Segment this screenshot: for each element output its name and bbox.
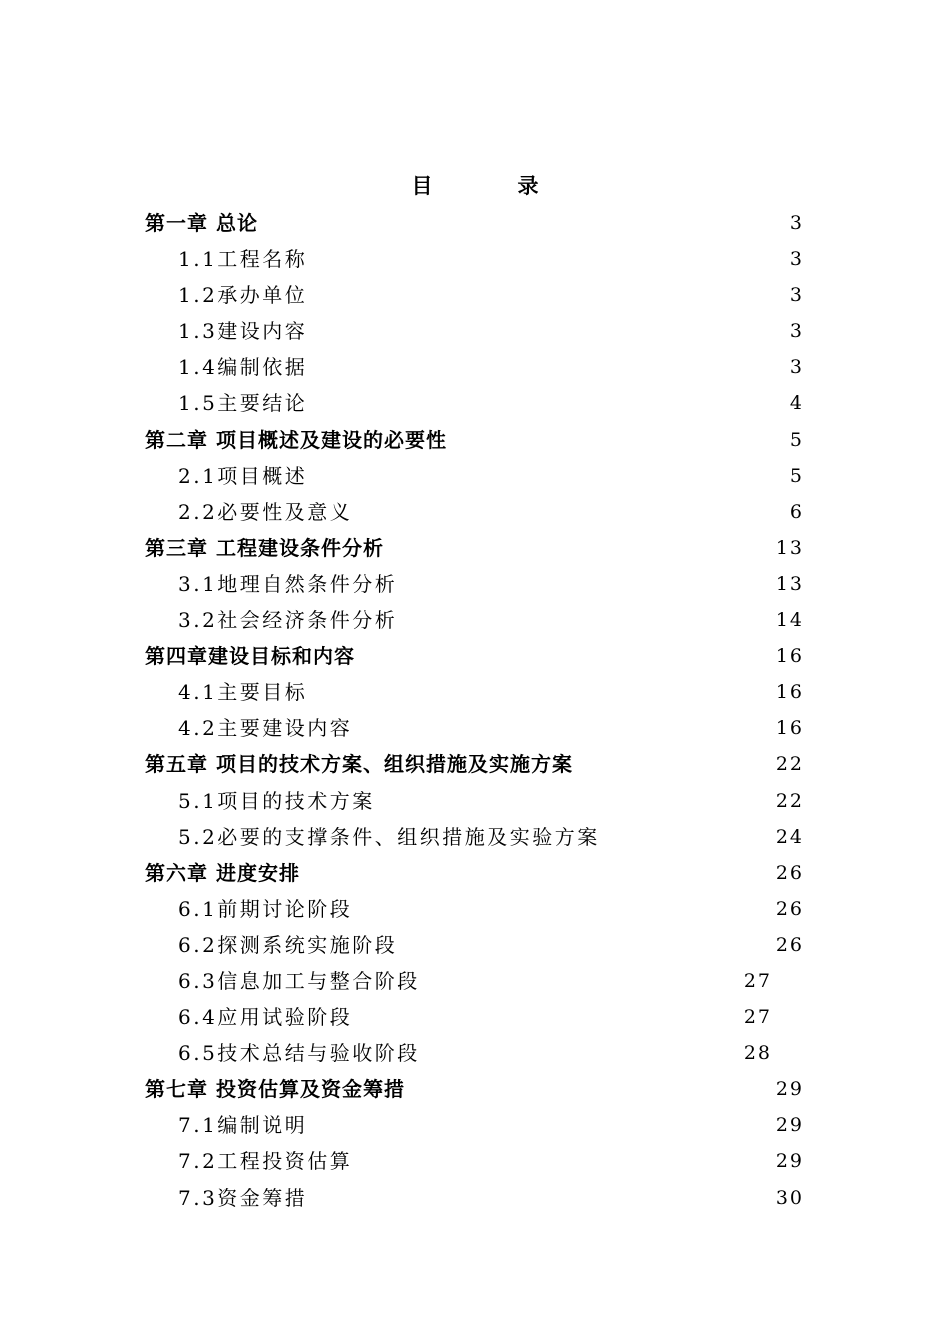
toc-entry-label: 第七章 投资估算及资金筹措 bbox=[145, 1077, 405, 1102]
toc-entry-label: 6.3信息加工与整合阶段 bbox=[178, 968, 420, 993]
toc-entry-page-number: 16 bbox=[775, 681, 804, 704]
toc-chapter-entry[interactable] bbox=[0, 746, 950, 782]
toc-section-entry[interactable] bbox=[0, 277, 950, 313]
toc-entry-page-number: 3 bbox=[789, 356, 804, 379]
toc-section-entry[interactable] bbox=[0, 241, 950, 277]
toc-entry-label: 7.2工程投资估算 bbox=[178, 1149, 353, 1174]
toc-entry-page-number: 16 bbox=[775, 645, 804, 668]
toc-entry-page-number: 5 bbox=[789, 464, 804, 487]
toc-entry-page-number: 26 bbox=[775, 861, 804, 884]
toc-entry-label: 1.5主要结论 bbox=[178, 391, 308, 416]
toc-section-entry[interactable] bbox=[0, 458, 950, 494]
toc-section-entry[interactable] bbox=[0, 1180, 950, 1216]
toc-entry-label: 3.2社会经济条件分析 bbox=[178, 608, 398, 633]
toc-chapter-entry[interactable] bbox=[0, 422, 950, 458]
toc-entry-label: 6.4应用试验阶段 bbox=[178, 1005, 353, 1030]
toc-entry-label: 5.2必要的支撑条件、组织措施及实验方案 bbox=[178, 824, 600, 849]
toc-entry-page-number: 14 bbox=[775, 609, 804, 632]
toc-section-entry[interactable] bbox=[0, 494, 950, 530]
toc-entry-label: 1.3建设内容 bbox=[178, 319, 308, 344]
toc-section-entry[interactable] bbox=[0, 602, 950, 638]
toc-entry-label: 第三章 工程建设条件分析 bbox=[145, 535, 384, 560]
toc-section-entry[interactable] bbox=[0, 313, 950, 349]
toc-title: 目 录 bbox=[411, 173, 571, 198]
toc-chapter-entry[interactable] bbox=[0, 1071, 950, 1107]
toc-entry-label: 7.1编制说明 bbox=[178, 1113, 308, 1138]
toc-entry-page-number: 28 bbox=[743, 1042, 772, 1065]
toc-section-entry[interactable] bbox=[0, 385, 950, 421]
toc-chapter-entry[interactable] bbox=[0, 638, 950, 674]
toc-section-entry[interactable] bbox=[0, 783, 950, 819]
toc-entry-label: 1.1工程名称 bbox=[178, 247, 308, 272]
toc-entry-label: 1.2承办单位 bbox=[178, 283, 308, 308]
toc-entry-page-number: 3 bbox=[789, 320, 804, 343]
toc-entry-page-number: 16 bbox=[775, 717, 804, 740]
toc-entry-label: 4.1主要目标 bbox=[178, 680, 308, 705]
toc-section-entry[interactable] bbox=[0, 1143, 950, 1179]
toc-chapter-entry[interactable] bbox=[0, 205, 950, 241]
toc-section-entry[interactable] bbox=[0, 963, 950, 999]
toc-entry-page-number: 27 bbox=[743, 969, 772, 992]
toc-entry-label: 2.2必要性及意义 bbox=[178, 499, 353, 524]
toc-section-entry[interactable] bbox=[0, 1035, 950, 1071]
toc-entry-label: 7.3资金筹措 bbox=[178, 1185, 308, 1210]
toc-entry-page-number: 26 bbox=[775, 933, 804, 956]
toc-list bbox=[0, 205, 950, 1216]
toc-entry-page-number: 4 bbox=[789, 392, 804, 415]
toc-entry-page-number: 3 bbox=[789, 284, 804, 307]
toc-entry-page-number: 30 bbox=[775, 1186, 804, 1209]
toc-entry-label: 第六章 进度安排 bbox=[145, 860, 300, 885]
toc-entry-page-number: 13 bbox=[775, 572, 804, 595]
toc-entry-label: 6.5技术总结与验收阶段 bbox=[178, 1041, 420, 1066]
toc-section-entry[interactable] bbox=[0, 566, 950, 602]
toc-entry-label: 2.1项目概述 bbox=[178, 463, 308, 488]
toc-entry-label: 5.1项目的技术方案 bbox=[178, 788, 375, 813]
toc-entry-page-number: 3 bbox=[789, 212, 804, 234]
toc-section-entry[interactable] bbox=[0, 891, 950, 927]
toc-entry-label: 第一章 总论 bbox=[145, 211, 258, 235]
toc-section-entry[interactable] bbox=[0, 674, 950, 710]
toc-chapter-entry[interactable] bbox=[0, 855, 950, 891]
toc-entry-page-number: 26 bbox=[775, 897, 804, 920]
toc-section-entry[interactable] bbox=[0, 1107, 950, 1143]
toc-entry-label: 3.1地理自然条件分析 bbox=[178, 571, 398, 596]
toc-entry-page-number: 3 bbox=[789, 248, 804, 271]
toc-entry-page-number: 24 bbox=[775, 825, 804, 848]
toc-entry-page-number: 22 bbox=[775, 753, 804, 776]
toc-entry-page-number: 27 bbox=[743, 1006, 772, 1029]
toc-entry-page-number: 29 bbox=[775, 1150, 804, 1173]
toc-entry-label: 第四章建设目标和内容 bbox=[145, 644, 355, 669]
toc-section-entry[interactable] bbox=[0, 349, 950, 385]
toc-entry-label: 4.2主要建设内容 bbox=[178, 716, 353, 741]
toc-entry-label: 6.1前期讨论阶段 bbox=[178, 896, 353, 921]
toc-entry-page-number: 5 bbox=[789, 428, 804, 451]
toc-chapter-entry[interactable] bbox=[0, 530, 950, 566]
toc-entry-page-number: 22 bbox=[775, 789, 804, 812]
toc-section-entry[interactable] bbox=[0, 999, 950, 1035]
toc-entry-label: 6.2探测系统实施阶段 bbox=[178, 932, 398, 957]
toc-entry-page-number: 29 bbox=[775, 1114, 804, 1137]
toc-section-entry[interactable] bbox=[0, 927, 950, 963]
toc-entry-label: 第五章 项目的技术方案、组织措施及实施方案 bbox=[145, 752, 573, 777]
toc-entry-page-number: 6 bbox=[789, 500, 804, 523]
toc-entry-label: 第二章 项目概述及建设的必要性 bbox=[145, 427, 447, 452]
toc-entry-page-number: 29 bbox=[775, 1078, 804, 1101]
toc-section-entry[interactable] bbox=[0, 819, 950, 855]
toc-entry-label: 1.4编制依据 bbox=[178, 355, 308, 380]
toc-entry-page-number: 13 bbox=[775, 536, 804, 559]
toc-section-entry[interactable] bbox=[0, 710, 950, 746]
